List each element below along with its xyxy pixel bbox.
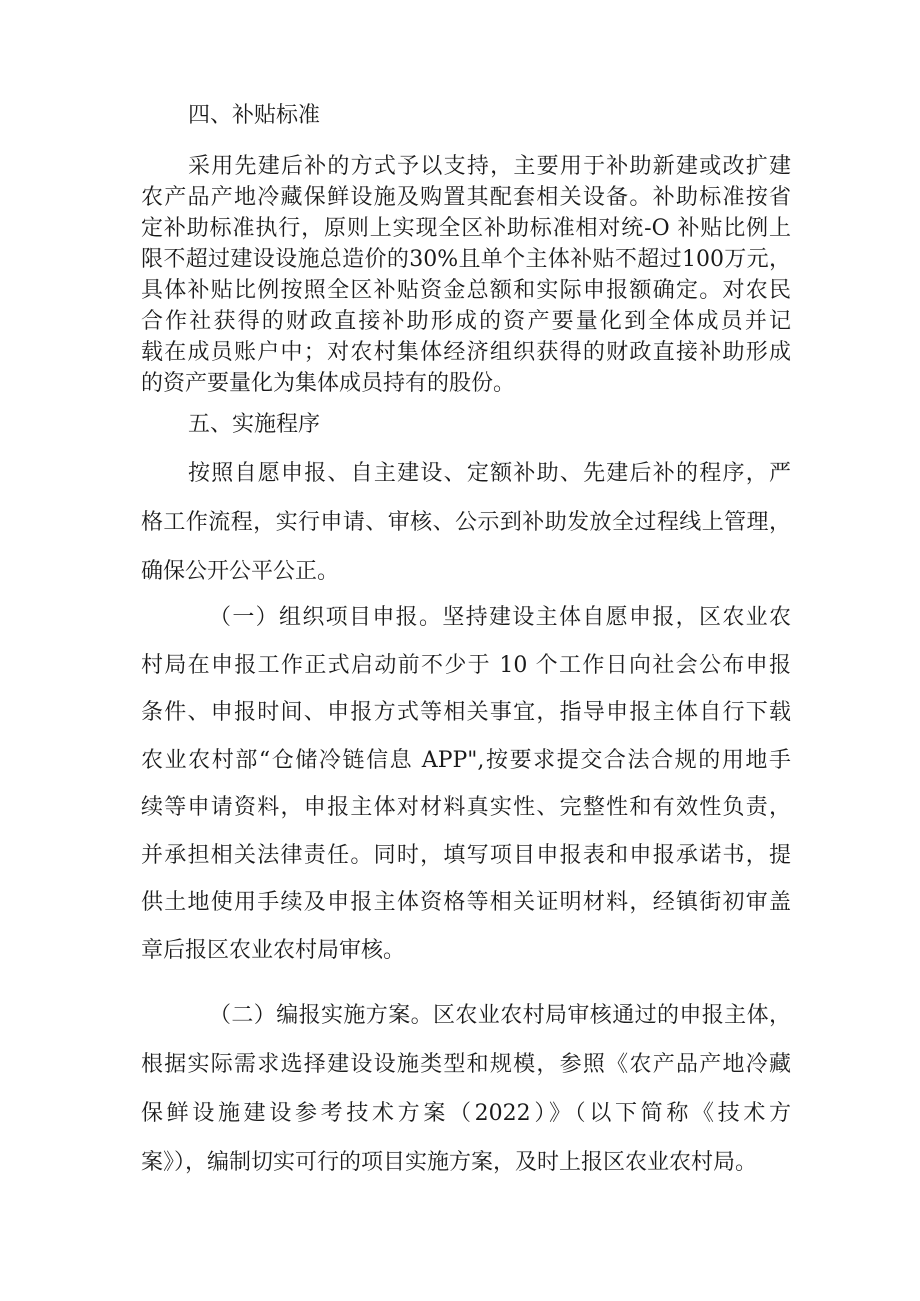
paragraph-line: 保鲜设施建设参考技术方案（2022）》（以下简称《技术方 — [141, 1101, 791, 1126]
paragraph-line: 农业农村部“仓储冷链信息 APP",按要求提交合法合规的用地手 — [141, 747, 791, 773]
paragraph-line: 章后报区农业农村局审核。 — [141, 937, 406, 963]
paragraph-line: 合作社获得的财政直接补助形成的资产要量化到全体成员并记 — [141, 309, 791, 334]
paragraph-line: （二）编报实施方案。区农业农村局审核通过的申报主体， — [209, 1003, 791, 1028]
paragraph-line: 并承担相关法律责任。同时，填写项目申报表和申报承诺书，提 — [141, 842, 791, 868]
section-4-heading: 四、补贴标准 — [188, 103, 321, 128]
paragraph-line: 确保公开公平公正。 — [141, 559, 340, 584]
paragraph-line: 限不超过建设设施总造价的30%且单个主体补贴不超过100万元， — [141, 247, 791, 272]
paragraph-line: 条件、申报时间、申报方式等相关事宜，指导申报主体自行下载 — [141, 700, 791, 725]
item-1-paragraph — [141, 594, 791, 974]
section-4-paragraph — [141, 151, 791, 399]
paragraph-line: 定补助标准执行，原则上实现全区补助标准相对统-O 补贴比例上 — [141, 216, 791, 241]
paragraph-line: 案》），编制切实可行的项目实施方案，及时上报区农业农村局。 — [141, 1150, 758, 1175]
section-5-heading: 五、实施程序 — [188, 412, 321, 437]
paragraph-line: 的资产要量化为集体成员持有的股份。 — [141, 371, 516, 396]
paragraph-line: 续等申请资料，申报主体对材料真实性、完整性和有效性负责， — [141, 795, 791, 820]
paragraph-line: 根据实际需求选择建设设施类型和规模，参照《农产品产地冷藏 — [141, 1052, 791, 1077]
paragraph-line: （一）组织项目申报。坚持建设主体自愿申报，区农业农 — [209, 605, 791, 630]
paragraph-line: 农产品产地冷藏保鲜设施及购置其配套相关设备。补助标准按省 — [141, 185, 791, 210]
section-5-intro-paragraph — [141, 449, 791, 596]
paragraph-line: 载在成员账户中；对农村集体经济组织获得的财政直接补助形成 — [141, 340, 791, 365]
paragraph-line: 村局在申报工作正式启动前不少于 10 个工作日向社会公布申报 — [141, 652, 791, 678]
paragraph-line: 具体补贴比例按照全区补贴资金总额和实际申报额确定。对农民 — [141, 278, 791, 303]
paragraph-line: 格工作流程，实行申请、审核、公示到补助发放全过程线上管理， — [141, 510, 791, 535]
paragraph-line: 按照自愿申报、自主建设、定额补助、先建后补的程序，严 — [188, 461, 791, 486]
paragraph-line: 供土地使用手续及申报主体资格等相关证明材料，经镇街初审盖 — [141, 890, 791, 915]
item-2-paragraph — [141, 991, 791, 1187]
paragraph-line: 采用先建后补的方式予以支持，主要用于补助新建或改扩建 — [188, 154, 791, 179]
